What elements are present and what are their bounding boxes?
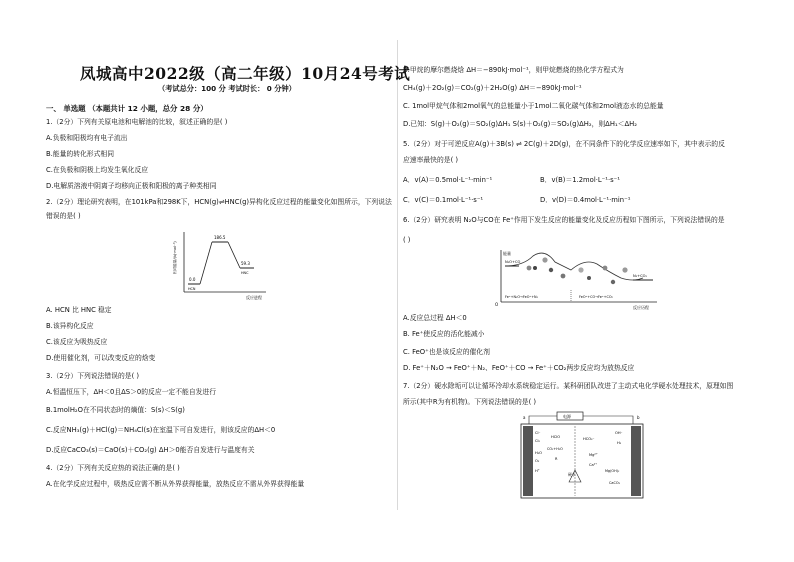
- q6-option-d: D. Fe⁺＋N₂O → FeO⁺＋N₂、FeO⁺＋CO → Fe⁺＋CO₂两步反应均为放热反应: [403, 364, 635, 372]
- q7-fig-b: b: [637, 415, 640, 420]
- q7-fig-h: H⁺: [535, 469, 540, 473]
- q3-stem: 3.（2分）下列说法错误的是( ): [46, 372, 140, 380]
- q4-option-c: C. 1mol甲烷气体和2mol氧气的总能量小于1mol二氧化碳气体和2mol液态水的总能量: [403, 102, 664, 110]
- q2-energy-diagram: [170, 228, 270, 302]
- q6-stem-line2: ( ): [403, 236, 411, 244]
- q7-fig-ca: Ca²⁺: [589, 463, 598, 467]
- q5-stem-line2: 应速率最快的是( ): [403, 156, 459, 164]
- q6-fig-ylabel: 能量: [503, 251, 511, 256]
- q7-fig-cl: Cl⁻: [535, 431, 541, 435]
- q3-option-a: A.恒温恒压下，ΔH＜0且ΔS＞0的反应一定不能自发进行: [46, 388, 217, 396]
- q2-fig-p: HNC: [241, 271, 249, 275]
- q2-option-d: D.使用催化剂，可以改变反应的焓变: [46, 354, 156, 362]
- q4-option-a: A.在化学反应过程中，吸热反应需不断从外界获得能量，放热反应不需从外界获得能量: [46, 480, 305, 488]
- q4-option-b: B.甲烷的摩尔燃烧焓 ΔH＝−890kJ·mol⁻¹，则甲烷燃烧的热化学方程式为: [403, 66, 624, 74]
- q6-fig-lab2: N₂+CO₂: [633, 274, 647, 278]
- q3-option-d: D.反应CaCO₃(s)＝CaO(s)＋CO₂(g) ΔH＞0能否自发进行与温度有关: [46, 446, 255, 454]
- q7-fig-a: a: [523, 415, 526, 420]
- q2-option-a: A. HCN 比 HNC 稳定: [46, 306, 112, 314]
- q2-option-c: C.该反应为吸热反应: [46, 338, 108, 346]
- q7-fig-h2: H₂: [617, 441, 622, 445]
- q6-fig-step1: Fe⁺+N₂O→FeO⁺+N₂: [505, 295, 538, 299]
- q2-fig-react: 0.0: [189, 277, 196, 282]
- q6-stem-line1: 6.（2分）研究表明 N₂O与CO在 Fe⁺作用下发生反应的能量变化及反应历程如下图所示，下列说法错误的是: [403, 216, 725, 224]
- q7-fig-cl2: Cl₂: [535, 439, 540, 443]
- q3-option-b: B.1molH₂O在不同状态时的熵值：S(s)＜S(g): [46, 406, 185, 414]
- q6-reaction-diagram: [493, 248, 661, 310]
- q7-fig-power: 电源: [563, 414, 571, 419]
- exam-title: 凤城高中2022级（高二年级）10月24号考试: [80, 64, 411, 83]
- q2-stem-line2: 错误的是( ): [46, 212, 81, 220]
- q5-option-c: C．v(C)＝0.1mol·L⁻¹·s⁻¹: [403, 196, 484, 204]
- q6-option-b: B. Fe⁺使反应的活化能减小: [403, 330, 485, 338]
- q7-fig-membrane: 硬水: [568, 472, 576, 477]
- q6-fig-origin: O: [495, 302, 499, 307]
- q7-fig-mg: Mg²⁺: [589, 453, 598, 457]
- q7-fig-hclo: HClO: [551, 435, 561, 439]
- q7-electrolysis-diagram: [517, 410, 647, 502]
- q2-fig-ts: 186.5: [214, 235, 226, 240]
- q6-fig-step2: FeO⁺+CO→Fe⁺+CO₂: [579, 295, 613, 299]
- q2-fig-xlabel: 反应进程: [246, 295, 262, 300]
- q4-stem: 4.（2分）下列有关反应热的说法正确的是( ): [46, 464, 180, 472]
- q1-option-d: D.电解质溶液中阴离子均移向正极和阳极的离子种类相同: [46, 182, 217, 190]
- q5-option-b: B．v(B)＝1.2mol·L⁻¹·s⁻¹: [540, 176, 620, 184]
- exam-subtitle: （考试总分：100 分 考试时长： 0 分钟）: [158, 84, 296, 93]
- q6-fig-lab1: N₂O+CO: [505, 260, 521, 264]
- q7-fig-oh: OH⁻: [615, 431, 623, 435]
- q7-stem-line2: 所示(其中R为有机物)。下列说法错误的是( ): [403, 398, 537, 406]
- q3-option-c: C.反应NH₃(g)＋HCl(g)＝NH₄Cl(s)在室温下可自发进行，则该反应的ΔH＜0: [46, 426, 276, 434]
- q2-fig-r: HCN: [188, 287, 196, 291]
- q2-stem-line1: 2.（2分）理论研究表明，在101kPa和298K下，HCN(g)⇌HNC(g)异构化反应过程的能量变化如图所示，下列说法: [46, 198, 392, 206]
- q1-stem: 1.（2分）下列有关原电池和电解池的比较，叙述正确的是( ): [46, 118, 228, 126]
- q7-fig-co2: CO₂+H₂O: [547, 447, 563, 451]
- q1-option-a: A.负极和阳极均有电子流出: [46, 134, 128, 142]
- q6-fig-xlabel: 反应历程: [633, 305, 649, 310]
- q4-option-d: D.已知：S(g)＋O₂(g)＝SO₂(g)ΔH₁ S(s)＋O₂(g)＝SO₂(g)ΔH₂，则ΔH₁＜ΔH₂: [403, 120, 637, 128]
- q1-option-c: C.在负极和阴极上均发生氧化反应: [46, 166, 149, 174]
- q2-option-b: B.该异构化反应: [46, 322, 94, 330]
- q2-fig-prod: 59.3: [241, 261, 250, 266]
- section-heading: 一、 单选题 （本题共计 12 小题，总分 28 分）: [46, 104, 208, 113]
- q7-stem-line1: 7.（2分）硬水除垢可以让循环冷却水系统稳定运行。某科研团队改进了主动式电化学硬水处理技术，原理如图: [403, 382, 734, 390]
- q6-option-c: C. FeO⁺也是该反应的催化剂: [403, 348, 490, 356]
- q1-option-b: B.能量的转化形式相同: [46, 150, 114, 158]
- q7-fig-o2: O₂: [535, 459, 540, 463]
- q4-option-b-equation: CH₄(g)＋2O₂(g)＝CO₂(g)＋2H₂O(g) ΔH＝−890kJ·mol⁻¹: [403, 84, 582, 92]
- q5-stem-line1: 5.（2分）对于可逆反应A(g)＋3B(s) ⇌ 2C(g)＋2D(g)，在不同条件下的化学反应速率如下，其中表示的反: [403, 140, 725, 148]
- q7-fig-mgoh: Mg(OH)₂: [605, 469, 620, 473]
- q7-fig-r: R: [555, 457, 558, 461]
- right-column: [397, 0, 794, 562]
- q7-fig-hco3: HCO₃⁻: [583, 437, 595, 441]
- q2-fig-ylabel: 相对能量/(kJ·mol⁻¹): [173, 241, 177, 274]
- q5-option-a: A．v(A)＝0.5mol·L⁻¹·min⁻¹: [403, 176, 493, 184]
- q5-option-d: D．v(D)＝0.4mol·L⁻¹·min⁻¹: [540, 196, 631, 204]
- q7-fig-h2o: H₂O: [535, 451, 542, 455]
- q6-option-a: A.反应总过程 ΔH＜0: [403, 314, 467, 322]
- q7-fig-caco3: CaCO₃: [609, 481, 620, 485]
